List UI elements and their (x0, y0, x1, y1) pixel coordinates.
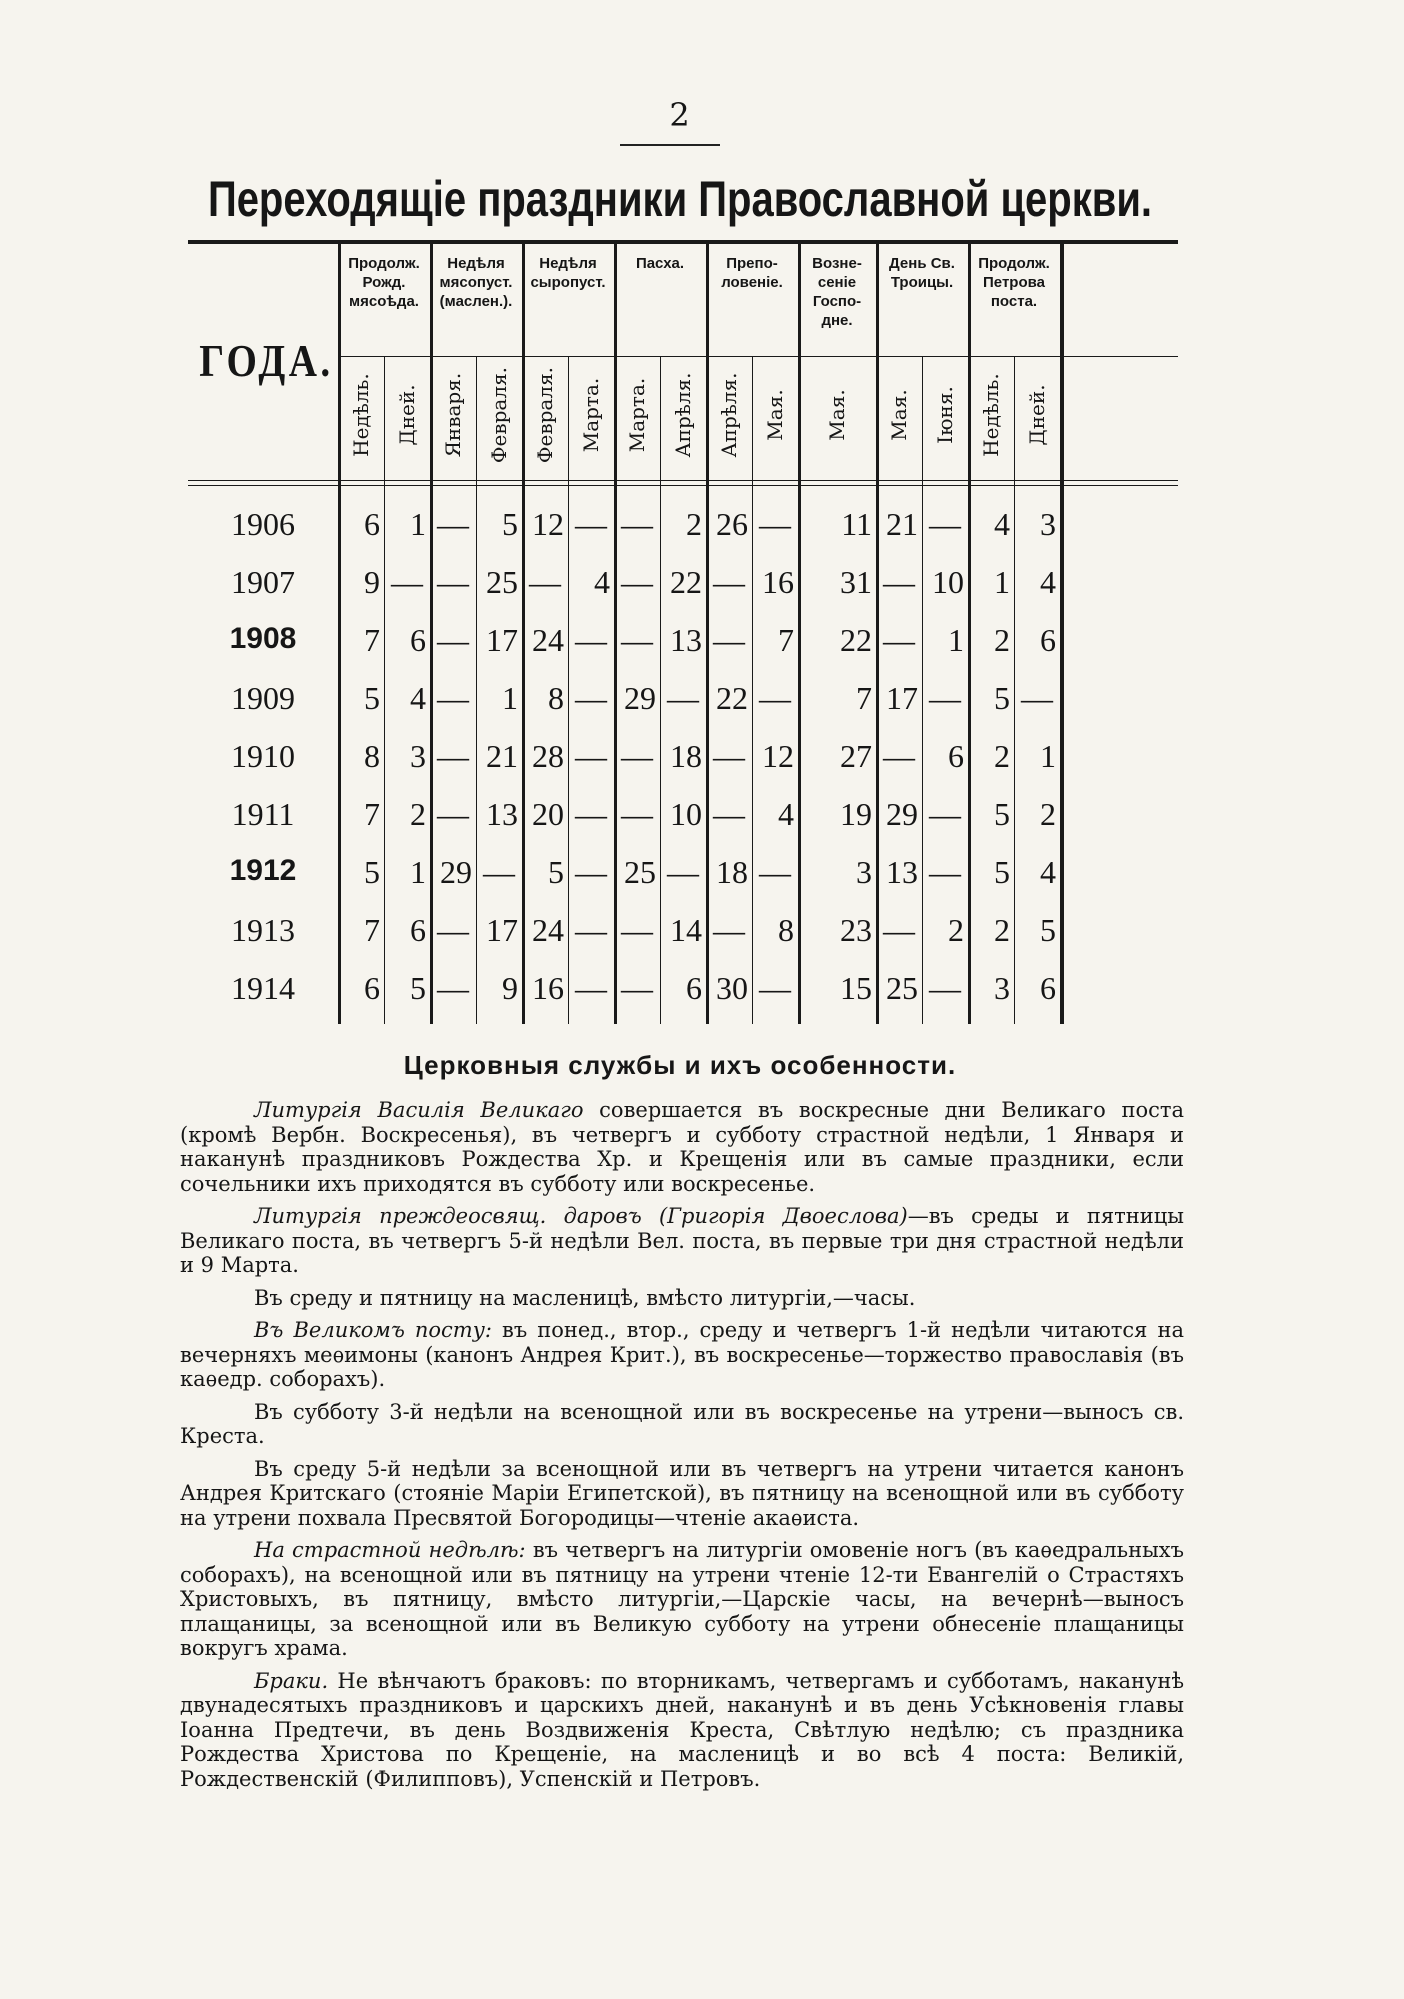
table-cell: 6 (948, 738, 964, 774)
table-cell: 21 (886, 506, 918, 542)
table-cell: — (713, 912, 745, 948)
page-number-rule (620, 144, 720, 146)
table-cell: — (529, 564, 561, 600)
table-cell: 16 (532, 970, 564, 1006)
table-cell: 9 (502, 970, 518, 1006)
table-cell: — (483, 854, 515, 890)
table-cell: 5 (994, 796, 1010, 832)
table-cell: — (575, 796, 607, 832)
table-cell: 4 (1040, 854, 1056, 890)
table-cell: — (759, 970, 791, 1006)
table-cell: 2 (994, 912, 1010, 948)
column-group-title: Пасха. (635, 255, 685, 272)
column-subheading: Апрѣля. (671, 372, 695, 458)
column-subheading: Мая. (887, 389, 911, 441)
table-cell: 1 (410, 854, 426, 890)
table-cell: — (929, 796, 961, 832)
table-cell: 2 (994, 738, 1010, 774)
table-cell: — (621, 738, 653, 774)
table-cell: 19 (840, 796, 872, 832)
paragraph-text: —въ среды и пятницы Великаго поста, въ четвергъ 5-й недѣли Вел. поста, въ первые три дня страстной недѣли и 9 Марта. (180, 1204, 1184, 1277)
table-cell: 3 (410, 738, 426, 774)
paragraph-lead: На страстной недѣлѣ: (254, 1538, 526, 1562)
table-cell: — (437, 680, 469, 716)
table-cell: — (713, 622, 745, 658)
table-cell: 8 (778, 912, 794, 948)
table-cell: 12 (762, 738, 794, 774)
table-horizontal-rule (338, 356, 1178, 357)
table-cell: 26 (716, 506, 748, 542)
table-cell: 13 (670, 622, 702, 658)
table-cell: 18 (670, 738, 702, 774)
table-cell: — (437, 564, 469, 600)
paragraph-text: совершается въ воскресные дни Великаго поста (кромѣ Вербн. Воскресенья), въ четвергъ и субботу страстной недѣли, 1 Января и наканунѣ праздниковъ Рождества Хр. и Крещенія или въ самые праздники, если сочельники ихъ приходятся въ субботу или воскресенье. (180, 1098, 1184, 1196)
year-cell: 1910 (231, 738, 295, 774)
table-cell: 1 (410, 506, 426, 542)
table-cell: — (437, 912, 469, 948)
table-cell: — (575, 970, 607, 1006)
table-cell: 7 (856, 680, 872, 716)
table-cell: 22 (716, 680, 748, 716)
table-cell: 4 (994, 506, 1010, 542)
column-subheading: Марта. (579, 377, 603, 453)
table-cell: 4 (1040, 564, 1056, 600)
paragraph-lead: Литургія Василія Великаго (254, 1098, 584, 1122)
table-cell: 6 (686, 970, 702, 1006)
table-cell: 3 (856, 854, 872, 890)
paragraph-text: въ четвергъ на литургіи омовеніе ногъ (въ каѳедральныхъ соборахъ), на всенощной или въ пятницу на утрени чтеніе 12-ти Евангелій о Страстяхъ Христовыхъ, въ пятницу, вмѣсто литургіи,—Царскіе часы, на вечернѣ—выносъ плащаницы, за всенощной или въ Великую субботу на утрени обнесеніе плащаницы вокругъ храма. (180, 1538, 1184, 1660)
table-cell: 30 (716, 970, 748, 1006)
table-cell: 23 (840, 912, 872, 948)
table-cell: 18 (716, 854, 748, 890)
table-cell: — (713, 564, 745, 600)
table-cell: — (621, 564, 653, 600)
column-subheading: Апрѣля. (717, 372, 741, 458)
table-cell: 3 (994, 970, 1010, 1006)
table-cell: — (437, 796, 469, 832)
paragraph-text: Не вѣнчаютъ браковъ: по вторникамъ, четвергамъ и субботамъ, наканунѣ двунадесятыхъ праздниковъ и царскихъ дней, наканунѣ и въ день Усѣкновенія главы Іоанна Предтечи, въ день Воздвиженія Креста, Свѣтлую недѣлю; съ праздника Рождества Христова по Крещеніе, на масленицѣ и во всѣ 4 поста: Великій, Рождественскій (Филипповъ), Успенскій и Петровъ. (180, 1668, 1184, 1791)
table-cell: 5 (994, 854, 1010, 890)
paragraph-text: Въ среду и пятницу на масленицѣ, вмѣсто литургіи,—часы. (254, 1285, 916, 1310)
column-group-title: Возне- сеніе Госпо- дне. (812, 255, 862, 329)
table-cell: 2 (686, 506, 702, 542)
table-cell: 8 (548, 680, 564, 716)
table-cell: — (575, 680, 607, 716)
table-cell: — (929, 680, 961, 716)
table-cell: 10 (932, 564, 964, 600)
table-cell: — (575, 738, 607, 774)
table-cell: 16 (762, 564, 794, 600)
column-group-title: Недѣля мясопуст. (маслен.). (439, 255, 513, 310)
table-cell: 1 (1040, 738, 1056, 774)
paragraph-lead: Литургія преждеосвящ. даровъ (Григорія Двоеслова) (254, 1204, 908, 1228)
table-cell: 5 (548, 854, 564, 890)
year-cell: 1909 (231, 680, 295, 716)
table-cell: 31 (840, 564, 872, 600)
paragraph-lead: Въ Великомъ посту: (254, 1318, 492, 1342)
column-subheading: Недѣль. (349, 373, 373, 457)
column-subheading: Мая. (825, 389, 849, 441)
year-cell: 1908 (229, 622, 297, 655)
table-cell: 17 (886, 680, 918, 716)
year-cell: 1906 (231, 506, 295, 542)
service-paragraph (180, 1204, 1184, 1278)
table-cell: — (713, 738, 745, 774)
column-group-title: Недѣля сыропуст. (530, 255, 606, 291)
table-cell: 2 (994, 622, 1010, 658)
table-cell: — (759, 854, 791, 890)
column-subheading: Недѣль. (979, 373, 1003, 457)
table-cell: 1 (948, 622, 964, 658)
table-cell: 29 (886, 796, 918, 832)
table-cell: — (437, 738, 469, 774)
service-paragraph (180, 1286, 1184, 1311)
years-heading: ГОДА. (199, 335, 334, 386)
table-cell: — (575, 912, 607, 948)
column-group-title: День Св. Троицы. (889, 255, 955, 291)
table-cell: — (929, 854, 961, 890)
table-cell: 7 (364, 912, 380, 948)
table-cell: — (883, 564, 915, 600)
table-cell: 15 (840, 970, 872, 1006)
table-cell: — (1021, 680, 1053, 716)
table-cell: 7 (778, 622, 794, 658)
table-cell: — (667, 854, 699, 890)
table-cell: 10 (670, 796, 702, 832)
paragraph-text: въ понед., втор., среду и четвергъ 1-й недѣли читаются на вечерняхъ меѳимоны (канонъ Андрея Крит.), въ воскресенье—торжество православія (въ каѳедр. соборахъ). (180, 1318, 1184, 1391)
table-cell: — (759, 680, 791, 716)
year-cell: 1912 (229, 854, 297, 887)
table-cell: 4 (778, 796, 794, 832)
table-cell: 17 (486, 912, 518, 948)
service-paragraph (180, 1669, 1184, 1792)
table-cell: — (575, 506, 607, 542)
table-horizontal-rule (188, 480, 1178, 481)
table-cell: 3 (1040, 506, 1056, 542)
table-cell: 17 (486, 622, 518, 658)
table-cell: 13 (886, 854, 918, 890)
table-cell: — (621, 912, 653, 948)
table-cell: 24 (532, 912, 564, 948)
table-vertical-rule (1060, 244, 1064, 1024)
table-cell: — (713, 796, 745, 832)
service-paragraph (180, 1318, 1184, 1392)
table-cell: 27 (840, 738, 872, 774)
table-cell: 2 (1040, 796, 1056, 832)
table-cell: 7 (364, 622, 380, 658)
column-subheading: Января. (441, 372, 465, 458)
movable-feasts-table (188, 240, 1178, 1024)
column-subheading: Дней. (1025, 384, 1049, 446)
service-paragraph (180, 1098, 1184, 1196)
table-horizontal-rule (188, 485, 1178, 486)
table-cell: — (575, 622, 607, 658)
table-cell: — (621, 970, 653, 1006)
table-cell: 1 (994, 564, 1010, 600)
column-group-title: Продолж. Рожд. мясоѣда. (348, 255, 420, 310)
services-text (180, 1098, 1184, 1799)
table-cell: 6 (364, 506, 380, 542)
table-cell: — (883, 738, 915, 774)
services-title: Церковныя службы и ихъ особенности. (403, 1050, 957, 1080)
service-paragraph (180, 1538, 1184, 1661)
year-cell: 1907 (231, 564, 295, 600)
table-cell: 1 (502, 680, 518, 716)
page-title: Переходящіе праздники Православной церкви. (207, 171, 1153, 227)
table-cell: 22 (670, 564, 702, 600)
table-cell: 5 (364, 854, 380, 890)
table-cell: 22 (840, 622, 872, 658)
year-cell: 1913 (231, 912, 295, 948)
year-cell: 1911 (231, 796, 295, 832)
paragraph-lead: Браки. (254, 1668, 329, 1693)
table-cell: 5 (502, 506, 518, 542)
table-cell: 6 (410, 622, 426, 658)
table-cell: 9 (364, 564, 380, 600)
table-cell: 11 (841, 506, 872, 542)
table-cell: 2 (948, 912, 964, 948)
table-cell: 5 (1040, 912, 1056, 948)
table-cell: — (437, 622, 469, 658)
table-cell: 25 (886, 970, 918, 1006)
table-cell: 6 (1040, 970, 1056, 1006)
column-subheading: Іюня. (933, 386, 957, 444)
table-cell: 4 (594, 564, 610, 600)
table-cell: 2 (410, 796, 426, 832)
column-group-title: Препо- ловеніе. (721, 255, 783, 291)
page-number: 2 (669, 96, 691, 134)
paragraph-text: Въ среду 5-й недѣли за всенощной или въ четвергъ на утрени читается канонъ Андрея Критскаго (стояніе Маріи Египетской), въ пятницу на всенощной или въ субботу на утрени похвала Пресвятой Богородицы—чтеніе акаѳиста. (180, 1456, 1184, 1530)
table-cell: 20 (532, 796, 564, 832)
table-cell: — (667, 680, 699, 716)
table-cell: 6 (364, 970, 380, 1006)
column-subheading: Дней. (395, 384, 419, 446)
table-cell: 6 (1040, 622, 1056, 658)
table-cell: 12 (532, 506, 564, 542)
table-cell: — (621, 506, 653, 542)
column-group-title: Продолж. Петрова поста. (978, 255, 1050, 310)
table-cell: 6 (410, 912, 426, 948)
table-cell: — (621, 622, 653, 658)
year-cell: 1914 (231, 970, 295, 1006)
paragraph-text: Въ субботу 3-й недѣли на всенощной или въ воскресенье на утрени—выносъ св. Креста. (180, 1399, 1184, 1448)
table-cell: — (883, 912, 915, 948)
column-subheading: Марта. (625, 377, 649, 453)
table-cell: 4 (410, 680, 426, 716)
table-cell: 14 (670, 912, 702, 948)
table-cell: — (437, 506, 469, 542)
table-cell: 25 (624, 854, 656, 890)
table-cell: — (575, 854, 607, 890)
table-cell: — (621, 796, 653, 832)
table-cell: 7 (364, 796, 380, 832)
table-cell: 5 (410, 970, 426, 1006)
column-subheading: Мая. (763, 389, 787, 441)
table-cell: 28 (532, 738, 564, 774)
table-cell: — (883, 622, 915, 658)
table-cell: — (759, 506, 791, 542)
table-cell: — (929, 506, 961, 542)
service-paragraph (180, 1400, 1184, 1449)
table-cell: — (929, 970, 961, 1006)
table-cell: 13 (486, 796, 518, 832)
table-cell: 25 (486, 564, 518, 600)
table-cell: — (437, 970, 469, 1006)
table-cell: 29 (440, 854, 472, 890)
service-paragraph (180, 1457, 1184, 1531)
table-cell: 21 (486, 738, 518, 774)
table-cell: 24 (532, 622, 564, 658)
table-cell: 5 (994, 680, 1010, 716)
column-subheading: Февраля. (533, 366, 557, 464)
column-subheading: Февраля. (487, 366, 511, 464)
table-cell: 8 (364, 738, 380, 774)
table-cell: — (391, 564, 423, 600)
table-cell: 5 (364, 680, 380, 716)
table-cell: 29 (624, 680, 656, 716)
